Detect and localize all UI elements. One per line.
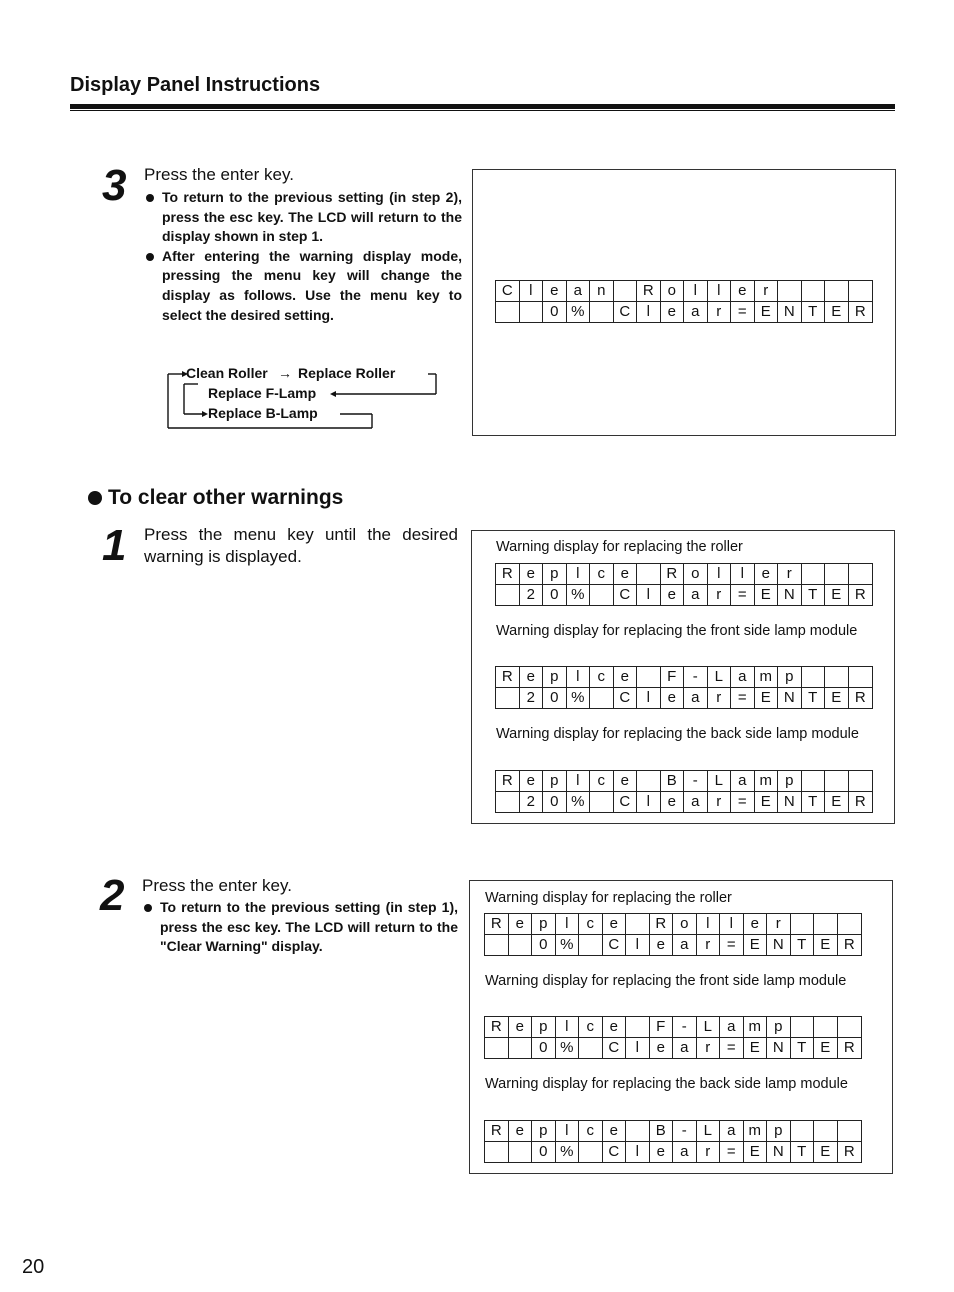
lcd-char-cell: a — [567, 281, 591, 301]
lcd-char-cell: e — [650, 935, 674, 955]
lcd-char-cell: l — [567, 771, 591, 791]
lcd-char-cell: o — [661, 281, 685, 301]
lcd-char-cell — [626, 914, 650, 934]
lcd-char-cell: = — [731, 302, 755, 322]
lcd-char-cell: C — [614, 302, 638, 322]
lcd-char-cell: C — [614, 792, 638, 812]
lcd-char-cell — [509, 1038, 533, 1058]
lcd-char-cell: a — [720, 1121, 744, 1141]
panel-caption: Warning display for replacing the roller — [496, 539, 743, 555]
lcd-char-cell: L — [697, 1121, 721, 1141]
panel-caption: Warning display for replacing the back side lamp module — [485, 1076, 848, 1092]
lcd-row — [496, 564, 872, 584]
lcd-char-cell: a — [684, 585, 708, 605]
lcd-char-cell: m — [755, 667, 779, 687]
lcd-row — [496, 281, 872, 301]
lcd-char-cell: = — [720, 935, 744, 955]
bullet-dot-icon — [144, 904, 152, 912]
lcd-char-cell: a — [684, 792, 708, 812]
panel-caption: Warning display for replacing the front side lamp module — [485, 973, 847, 989]
lcd-char-cell: R — [661, 564, 685, 584]
lcd-char-cell: T — [802, 302, 826, 322]
lcd-char-cell: T — [802, 688, 826, 708]
lcd-char-cell: F — [661, 667, 685, 687]
lcd-char-cell — [579, 935, 603, 955]
lcd-char-cell — [849, 667, 873, 687]
bullet-text: To return to the previous setting (in step 2), press the esc key. The LCD will return to the display shown in step 1. — [162, 189, 462, 245]
lcd-char-cell — [849, 771, 873, 791]
lcd-char-cell: E — [825, 585, 849, 605]
lcd-char-cell: C — [614, 688, 638, 708]
lcd-char-cell: N — [767, 1038, 791, 1058]
lcd-char-cell: 0 — [532, 935, 556, 955]
lcd-char-cell: C — [603, 1142, 627, 1162]
lcd-char-cell: - — [684, 667, 708, 687]
lcd-char-cell: l — [556, 1121, 580, 1141]
lcd-char-cell: e — [661, 302, 685, 322]
lcd-char-cell: % — [556, 1142, 580, 1162]
lcd-char-cell — [637, 771, 661, 791]
lcd-char-cell: r — [708, 688, 732, 708]
panel-caption: Warning display for replacing the roller — [485, 890, 732, 906]
lcd-char-cell — [778, 281, 802, 301]
lcd-char-cell: r — [778, 564, 802, 584]
lcd-char-cell: N — [767, 935, 791, 955]
lcd-char-cell: % — [567, 585, 591, 605]
lcd-char-cell: l — [626, 1142, 650, 1162]
lcd-char-cell — [496, 792, 520, 812]
lcd-char-cell: p — [543, 667, 567, 687]
lcd-char-cell: l — [626, 935, 650, 955]
step-bullets — [142, 898, 458, 957]
step-bullets — [144, 188, 462, 325]
lcd-char-cell: e — [543, 281, 567, 301]
lcd-row — [485, 1121, 861, 1141]
lcd-char-cell — [637, 667, 661, 687]
lcd-char-cell — [520, 302, 544, 322]
lcd-char-cell — [496, 585, 520, 605]
lcd-char-cell: 0 — [543, 688, 567, 708]
lcd-row — [485, 934, 861, 955]
lcd-char-cell — [614, 281, 638, 301]
lcd-char-cell: r — [708, 585, 732, 605]
lcd-char-cell: a — [684, 302, 708, 322]
lcd-char-cell: a — [731, 771, 755, 791]
lcd-row — [496, 667, 872, 687]
bullet-dot-icon — [146, 194, 154, 202]
lcd-char-cell — [579, 1038, 603, 1058]
lcd-char-cell: l — [567, 564, 591, 584]
flow-arrow-icon: → — [278, 365, 292, 381]
lcd-char-cell — [802, 564, 826, 584]
step-number: 3 — [102, 161, 127, 210]
lcd-char-cell: a — [731, 667, 755, 687]
lcd-char-cell — [590, 302, 614, 322]
lcd-char-cell: e — [603, 1121, 627, 1141]
lcd-char-cell: B — [661, 771, 685, 791]
lcd-row — [485, 1141, 861, 1162]
lcd-char-cell — [485, 1142, 509, 1162]
section-bullet-icon — [88, 491, 102, 505]
lcd-char-cell: c — [590, 771, 614, 791]
flow-replace-f-lamp: Replace F-Lamp — [208, 385, 317, 401]
bullet-text: To return to the previous setting (in step 1), press the esc key. The LCD will return to the "Clear Warning" display. — [160, 899, 458, 955]
lcd-char-cell: 0 — [543, 585, 567, 605]
lcd-char-cell: E — [755, 688, 779, 708]
header-rule-thin — [70, 110, 895, 111]
lcd-char-cell: p — [778, 667, 802, 687]
lcd-char-cell: F — [650, 1017, 674, 1037]
lcd-char-cell: % — [567, 302, 591, 322]
lcd-char-cell: l — [520, 281, 544, 301]
lcd-char-cell: R — [650, 914, 674, 934]
lcd-char-cell: N — [767, 1142, 791, 1162]
lcd-char-cell — [814, 914, 838, 934]
menu-cycle-diagram — [164, 364, 454, 434]
lcd-char-cell: C — [496, 281, 520, 301]
lcd-char-cell: C — [614, 585, 638, 605]
lcd-char-cell: a — [684, 688, 708, 708]
lcd-row — [496, 584, 872, 605]
lcd-char-cell — [637, 564, 661, 584]
lcd-display — [495, 770, 873, 813]
lcd-char-cell: p — [767, 1121, 791, 1141]
lcd-char-cell: L — [708, 771, 732, 791]
lcd-char-cell: E — [755, 792, 779, 812]
lcd-char-cell: o — [684, 564, 708, 584]
lcd-char-cell: 2 — [520, 792, 544, 812]
lcd-char-cell: e — [520, 667, 544, 687]
lcd-char-cell: - — [673, 1017, 697, 1037]
lcd-char-cell: E — [814, 1038, 838, 1058]
lcd-char-cell: p — [543, 771, 567, 791]
lcd-char-cell: c — [590, 564, 614, 584]
lcd-row — [496, 301, 872, 322]
lcd-char-cell: N — [778, 585, 802, 605]
lcd-char-cell: e — [755, 564, 779, 584]
lcd-char-cell — [791, 914, 815, 934]
lcd-char-cell: E — [744, 1038, 768, 1058]
lcd-char-cell — [849, 281, 873, 301]
section-title-text: To clear other warnings — [108, 486, 344, 509]
lcd-char-cell: R — [843, 936, 855, 953]
step-number: 1 — [102, 521, 127, 570]
lcd-char-cell — [590, 585, 614, 605]
lcd-char-cell: o — [673, 914, 697, 934]
lcd-char-cell — [791, 1121, 815, 1141]
lcd-char-cell: E — [755, 302, 779, 322]
bullet-item — [142, 898, 458, 957]
lcd-char-cell: e — [731, 281, 755, 301]
lcd-char-cell: R — [854, 303, 866, 320]
lcd-char-cell: m — [744, 1121, 768, 1141]
step-heading: Press the enter key. — [142, 876, 292, 895]
step-heading: Press the menu key until the desired warning is displayed. — [144, 525, 458, 566]
lcd-char-cell: R — [843, 1039, 855, 1056]
step-heading: Press the enter key. — [144, 165, 294, 184]
page-header-title: Display Panel Instructions — [70, 74, 321, 96]
lcd-display — [484, 913, 862, 956]
lcd-char-cell: R — [485, 1121, 509, 1141]
lcd-char-cell: = — [731, 792, 755, 812]
lcd-char-cell: r — [697, 1038, 721, 1058]
bullet-dot-icon — [146, 253, 154, 261]
lcd-char-cell: r — [767, 914, 791, 934]
lcd-char-cell: E — [814, 1142, 838, 1162]
lcd-char-cell — [825, 771, 849, 791]
lcd-display — [495, 563, 873, 606]
lcd-char-cell: p — [543, 564, 567, 584]
lcd-char-cell: m — [755, 771, 779, 791]
lcd-row — [485, 1017, 861, 1037]
lcd-char-cell: L — [697, 1017, 721, 1037]
lcd-char-cell: R — [485, 914, 509, 934]
lcd-char-cell: 0 — [543, 792, 567, 812]
lcd-char-cell: l — [637, 302, 661, 322]
flow-clean-roller: Clean Roller — [186, 365, 268, 381]
lcd-char-cell — [791, 1017, 815, 1037]
lcd-char-cell: R — [854, 793, 866, 810]
lcd-char-cell: p — [532, 914, 556, 934]
lcd-char-cell — [802, 281, 826, 301]
lcd-char-cell: E — [825, 688, 849, 708]
lcd-char-cell: E — [744, 935, 768, 955]
lcd-char-cell: e — [603, 914, 627, 934]
lcd-char-cell — [509, 1142, 533, 1162]
lcd-char-cell — [496, 688, 520, 708]
lcd-char-cell: l — [697, 914, 721, 934]
lcd-char-cell: r — [697, 1142, 721, 1162]
lcd-char-cell — [825, 281, 849, 301]
lcd-display — [495, 280, 873, 323]
lcd-char-cell: l — [556, 914, 580, 934]
lcd-char-cell — [802, 771, 826, 791]
lcd-char-cell: R — [496, 667, 520, 687]
lcd-char-cell: e — [520, 564, 544, 584]
lcd-char-cell: B — [650, 1121, 674, 1141]
lcd-char-cell: % — [567, 792, 591, 812]
lcd-char-cell: l — [637, 688, 661, 708]
lcd-char-cell: e — [614, 667, 638, 687]
lcd-char-cell: l — [708, 564, 732, 584]
lcd-char-cell: R — [485, 1017, 509, 1037]
lcd-char-cell: r — [755, 281, 779, 301]
lcd-char-cell: r — [708, 302, 732, 322]
lcd-char-cell: e — [520, 771, 544, 791]
lcd-char-cell: R — [854, 586, 866, 603]
lcd-char-cell: = — [731, 688, 755, 708]
lcd-char-cell: l — [637, 792, 661, 812]
lcd-char-cell — [496, 302, 520, 322]
flow-replace-b-lamp: Replace B-Lamp — [208, 405, 318, 421]
lcd-char-cell: r — [708, 792, 732, 812]
lcd-char-cell: e — [650, 1038, 674, 1058]
lcd-char-cell — [814, 1017, 838, 1037]
lcd-char-cell: T — [802, 792, 826, 812]
lcd-char-cell — [485, 935, 509, 955]
lcd-char-cell: e — [509, 914, 533, 934]
lcd-char-cell: l — [556, 1017, 580, 1037]
lcd-char-cell: e — [509, 1121, 533, 1141]
lcd-char-cell: N — [778, 688, 802, 708]
lcd-char-cell: m — [744, 1017, 768, 1037]
lcd-char-cell: E — [755, 585, 779, 605]
lcd-char-cell — [509, 935, 533, 955]
lcd-char-cell — [590, 792, 614, 812]
lcd-char-cell: T — [791, 1038, 815, 1058]
lcd-char-cell — [626, 1121, 650, 1141]
lcd-char-cell: R — [854, 689, 866, 706]
lcd-char-cell: N — [778, 302, 802, 322]
lcd-char-cell: L — [708, 667, 732, 687]
lcd-char-cell: T — [791, 1142, 815, 1162]
lcd-char-cell: % — [556, 1038, 580, 1058]
lcd-char-cell: l — [720, 914, 744, 934]
lcd-char-cell: 2 — [520, 688, 544, 708]
lcd-char-cell: c — [590, 667, 614, 687]
lcd-char-cell: 2 — [520, 585, 544, 605]
lcd-char-cell: T — [802, 585, 826, 605]
lcd-char-cell: c — [579, 1121, 603, 1141]
lcd-char-cell: e — [614, 771, 638, 791]
lcd-char-cell: T — [791, 935, 815, 955]
lcd-char-cell: l — [731, 564, 755, 584]
lcd-char-cell: e — [661, 688, 685, 708]
page-number: 20 — [22, 1256, 45, 1278]
lcd-char-cell: e — [661, 792, 685, 812]
lcd-char-cell: = — [720, 1038, 744, 1058]
bullet-item — [144, 247, 462, 325]
lcd-char-cell: a — [720, 1017, 744, 1037]
lcd-char-cell: l — [567, 667, 591, 687]
flow-replace-roller: Replace Roller — [298, 365, 396, 381]
lcd-char-cell: a — [673, 1142, 697, 1162]
section-title — [88, 486, 343, 510]
step-number: 2 — [100, 871, 125, 920]
lcd-char-cell: % — [556, 935, 580, 955]
lcd-char-cell: R — [637, 281, 661, 301]
lcd-char-cell: E — [744, 1142, 768, 1162]
lcd-char-cell — [838, 1121, 862, 1141]
lcd-char-cell — [838, 914, 862, 934]
lcd-char-cell: n — [590, 281, 614, 301]
lcd-char-cell — [838, 1017, 862, 1037]
lcd-display — [484, 1120, 862, 1163]
lcd-char-cell: R — [843, 1143, 855, 1160]
panel-caption: Warning display for replacing the front side lamp module — [496, 623, 858, 639]
lcd-char-cell: R — [496, 771, 520, 791]
lcd-row — [496, 791, 872, 812]
lcd-display — [495, 666, 873, 709]
lcd-char-cell — [626, 1017, 650, 1037]
lcd-char-cell: e — [661, 585, 685, 605]
lcd-char-cell — [485, 1038, 509, 1058]
lcd-row — [496, 687, 872, 708]
lcd-char-cell: C — [603, 935, 627, 955]
lcd-char-cell: r — [697, 935, 721, 955]
lcd-char-cell — [825, 564, 849, 584]
lcd-char-cell: E — [814, 935, 838, 955]
lcd-char-cell: a — [673, 1038, 697, 1058]
lcd-char-cell: e — [650, 1142, 674, 1162]
lcd-char-cell: e — [614, 564, 638, 584]
lcd-char-cell: l — [626, 1038, 650, 1058]
lcd-row — [485, 914, 861, 934]
lcd-char-cell: a — [673, 935, 697, 955]
lcd-char-cell: - — [684, 771, 708, 791]
lcd-char-cell: c — [579, 1017, 603, 1037]
lcd-char-cell: e — [509, 1017, 533, 1037]
lcd-char-cell: E — [825, 792, 849, 812]
lcd-char-cell: C — [603, 1038, 627, 1058]
lcd-char-cell — [825, 667, 849, 687]
lcd-char-cell: R — [496, 564, 520, 584]
header-rule — [70, 104, 895, 109]
lcd-char-cell: N — [778, 792, 802, 812]
lcd-char-cell: p — [778, 771, 802, 791]
lcd-char-cell: e — [744, 914, 768, 934]
lcd-char-cell — [814, 1121, 838, 1141]
lcd-char-cell: e — [603, 1017, 627, 1037]
lcd-row — [485, 1037, 861, 1058]
lcd-char-cell: = — [720, 1142, 744, 1162]
lcd-row — [496, 771, 872, 791]
lcd-char-cell — [802, 667, 826, 687]
bullet-item — [144, 188, 462, 247]
lcd-char-cell: l — [637, 585, 661, 605]
lcd-char-cell: 0 — [543, 302, 567, 322]
lcd-char-cell: c — [579, 914, 603, 934]
lcd-char-cell: = — [731, 585, 755, 605]
lcd-char-cell: - — [673, 1121, 697, 1141]
lcd-char-cell: l — [708, 281, 732, 301]
lcd-char-cell: p — [532, 1017, 556, 1037]
panel-caption: Warning display for replacing the back side lamp module — [496, 726, 859, 742]
lcd-char-cell — [579, 1142, 603, 1162]
lcd-char-cell: p — [767, 1017, 791, 1037]
lcd-char-cell: p — [532, 1121, 556, 1141]
lcd-char-cell — [590, 688, 614, 708]
lcd-char-cell: l — [684, 281, 708, 301]
lcd-char-cell: 0 — [532, 1142, 556, 1162]
bullet-text: After entering the warning display mode, pressing the menu key will change the display as follows. Use the menu key to select the desired setting. — [162, 247, 462, 323]
lcd-char-cell: 0 — [532, 1038, 556, 1058]
lcd-char-cell: % — [567, 688, 591, 708]
lcd-char-cell: E — [825, 302, 849, 322]
lcd-char-cell — [849, 564, 873, 584]
lcd-display — [484, 1016, 862, 1059]
